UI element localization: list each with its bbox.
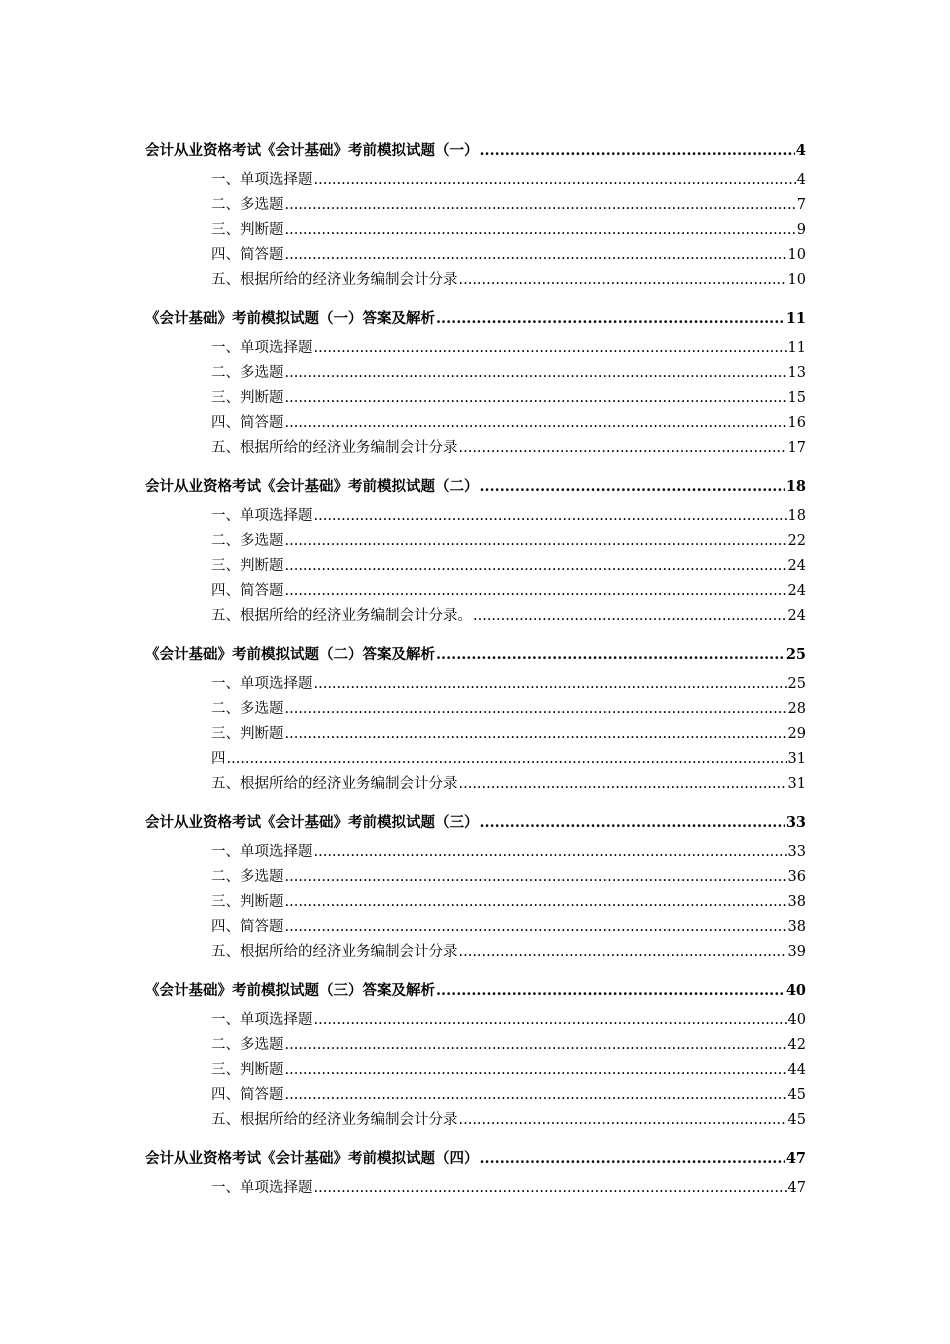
toc-subentry[interactable] — [211, 579, 806, 604]
dot-leader — [314, 1013, 787, 1028]
toc-entry-title: 一、单项选择题 — [211, 844, 313, 860]
toc-page-number: 38 — [787, 894, 806, 910]
toc-entry-title: 四、简答题 — [211, 415, 284, 431]
dot-leader — [285, 223, 796, 238]
toc-subentry[interactable] — [211, 1058, 806, 1083]
toc-page-number: 38 — [787, 919, 806, 935]
dot-leader — [285, 248, 787, 263]
dot-leader — [314, 1181, 787, 1196]
dot-leader — [436, 984, 785, 999]
toc-page-number: 4 — [796, 172, 806, 188]
dot-leader — [314, 173, 796, 188]
dot-leader — [314, 509, 787, 524]
dot-leader — [285, 895, 787, 910]
toc-page-number: 25 — [785, 646, 806, 663]
dot-leader — [480, 816, 785, 831]
toc-entry-title: 五、根据所给的经济业务编制会计分录 — [211, 1112, 458, 1128]
toc-subentry[interactable] — [211, 1033, 806, 1058]
toc-subentry[interactable] — [211, 193, 806, 218]
toc-page-number: 13 — [787, 365, 806, 381]
toc-page-number: 10 — [787, 272, 806, 288]
toc-entry-title: 一、单项选择题 — [211, 1180, 313, 1196]
dot-leader — [459, 441, 787, 456]
dot-leader — [480, 480, 785, 495]
toc-entry-title: 二、多选题 — [211, 197, 284, 213]
toc-heading-entry[interactable] — [145, 642, 806, 667]
toc-page-number: 11 — [787, 340, 806, 356]
dot-leader — [459, 945, 787, 960]
toc-subentry[interactable] — [211, 386, 806, 411]
toc-page-number: 36 — [787, 869, 806, 885]
toc-entry-title: 《会计基础》考前模拟试题（二）答案及解析 — [145, 646, 435, 663]
toc-heading-entry[interactable] — [145, 138, 806, 163]
dot-leader — [314, 845, 787, 860]
toc-entry-title: 五、根据所给的经济业务编制会计分录 — [211, 272, 458, 288]
toc-subentry[interactable] — [211, 940, 806, 965]
toc-page-number: 33 — [787, 844, 806, 860]
toc-entry-title: 三、判断题 — [211, 726, 284, 742]
toc-entry-title: 三、判断题 — [211, 1062, 284, 1078]
toc-page-number: 45 — [787, 1112, 806, 1128]
toc-subentry[interactable] — [211, 604, 806, 629]
toc-heading-entry[interactable] — [145, 1146, 806, 1171]
toc-subentry[interactable] — [211, 436, 806, 461]
toc-subentry[interactable] — [211, 268, 806, 293]
toc-subentry[interactable] — [211, 411, 806, 436]
toc-entry-title: 一、单项选择题 — [211, 340, 313, 356]
toc-entry-title: 三、判断题 — [211, 558, 284, 574]
toc-subentry[interactable] — [211, 554, 806, 579]
toc-page-number: 29 — [787, 726, 806, 742]
toc-subentry[interactable] — [211, 504, 806, 529]
toc-subentry[interactable] — [211, 1008, 806, 1033]
toc-subentry[interactable] — [211, 218, 806, 243]
toc-subentry[interactable] — [211, 672, 806, 697]
toc-page-number: 7 — [796, 197, 806, 213]
dot-leader — [285, 1088, 787, 1103]
toc-entry-title: 二、多选题 — [211, 365, 284, 381]
toc-entry-title: 四 — [211, 751, 226, 767]
toc-page-number: 31 — [787, 776, 806, 792]
toc-entry-title: 三、判断题 — [211, 222, 284, 238]
dot-leader — [459, 273, 787, 288]
dot-leader — [227, 752, 787, 767]
toc-entry-title: 会计从业资格考试《会计基础》考前模拟试题（二） — [145, 478, 479, 495]
dot-leader — [285, 870, 787, 885]
dot-leader — [285, 416, 787, 431]
toc-subentry[interactable] — [211, 1108, 806, 1133]
toc-heading-entry[interactable] — [145, 810, 806, 835]
toc-page-number: 24 — [787, 583, 806, 599]
toc-page-number: 31 — [787, 751, 806, 767]
toc-page-number: 28 — [787, 701, 806, 717]
dot-leader — [285, 727, 787, 742]
toc-entry-title: 《会计基础》考前模拟试题（一）答案及解析 — [145, 310, 435, 327]
toc-page-number: 17 — [787, 440, 806, 456]
toc-entry-title: 五、根据所给的经济业务编制会计分录 — [211, 944, 458, 960]
toc-entry-title: 四、简答题 — [211, 1087, 284, 1103]
dot-leader — [473, 609, 787, 624]
toc-entry-title: 五、根据所给的经济业务编制会计分录。 — [211, 608, 472, 624]
toc-subentry[interactable] — [211, 529, 806, 554]
dot-leader — [285, 198, 796, 213]
toc-page-number: 9 — [796, 222, 806, 238]
dot-leader — [285, 534, 787, 549]
toc-page-number: 40 — [787, 1012, 806, 1028]
dot-leader — [480, 1152, 785, 1167]
toc-subentry[interactable] — [211, 336, 806, 361]
toc-entry-title: 二、多选题 — [211, 701, 284, 717]
toc-page-number: 18 — [785, 478, 806, 495]
toc-entry-title: 会计从业资格考试《会计基础》考前模拟试题（三） — [145, 814, 479, 831]
toc-page-number: 47 — [787, 1180, 806, 1196]
toc-heading-entry[interactable] — [145, 474, 806, 499]
toc-entry-title: 五、根据所给的经济业务编制会计分录 — [211, 776, 458, 792]
toc-entry-title: 四、简答题 — [211, 583, 284, 599]
toc-page-number: 11 — [785, 310, 806, 327]
toc-subentry[interactable] — [211, 840, 806, 865]
toc-entry-title: 三、判断题 — [211, 390, 284, 406]
dot-leader — [285, 584, 787, 599]
dot-leader — [436, 312, 785, 327]
toc-page-number: 16 — [787, 415, 806, 431]
toc-subentry[interactable] — [211, 747, 806, 772]
toc-entry-title: 四、简答题 — [211, 247, 284, 263]
dot-leader — [285, 559, 787, 574]
toc-page-number: 15 — [787, 390, 806, 406]
toc-heading-entry[interactable] — [145, 306, 806, 331]
toc-subentry[interactable] — [211, 915, 806, 940]
toc-subentry[interactable] — [211, 865, 806, 890]
toc-entry-title: 一、单项选择题 — [211, 676, 313, 692]
toc-subentry[interactable] — [211, 361, 806, 386]
toc-subentry[interactable] — [211, 1176, 806, 1201]
dot-leader — [285, 366, 787, 381]
toc-page-number: 10 — [787, 247, 806, 263]
toc-entry-title: 一、单项选择题 — [211, 508, 313, 524]
toc-subentry[interactable] — [211, 243, 806, 268]
toc-page-number: 24 — [787, 558, 806, 574]
dot-leader — [459, 777, 787, 792]
dot-leader — [285, 920, 787, 935]
dot-leader — [285, 1038, 787, 1053]
toc-entry-title: 《会计基础》考前模拟试题（三）答案及解析 — [145, 982, 435, 999]
toc-entry-title: 会计从业资格考试《会计基础》考前模拟试题（一） — [145, 142, 479, 159]
toc-subentry[interactable] — [211, 772, 806, 797]
table-of-contents — [145, 138, 806, 1201]
dot-leader — [314, 341, 787, 356]
toc-entry-title: 会计从业资格考试《会计基础》考前模拟试题（四） — [145, 1150, 479, 1167]
toc-entry-title: 一、单项选择题 — [211, 1012, 313, 1028]
dot-leader — [459, 1113, 787, 1128]
toc-page-number: 22 — [787, 533, 806, 549]
toc-page-number: 39 — [787, 944, 806, 960]
toc-page-number: 33 — [785, 814, 806, 831]
toc-subentry[interactable] — [211, 168, 806, 193]
toc-entry-title: 二、多选题 — [211, 533, 284, 549]
toc-subentry[interactable] — [211, 890, 806, 915]
toc-entry-title: 四、简答题 — [211, 919, 284, 935]
dot-leader — [285, 1063, 787, 1078]
dot-leader — [285, 702, 787, 717]
toc-page-number: 44 — [787, 1062, 806, 1078]
dot-leader — [314, 677, 787, 692]
toc-subentry[interactable] — [211, 1083, 806, 1108]
toc-page-number: 47 — [785, 1150, 806, 1167]
toc-entry-title: 三、判断题 — [211, 894, 284, 910]
toc-page-number: 40 — [785, 982, 806, 999]
toc-entry-title: 一、单项选择题 — [211, 172, 313, 188]
toc-page-number: 18 — [787, 508, 806, 524]
toc-subentry[interactable] — [211, 722, 806, 747]
toc-heading-entry[interactable] — [145, 978, 806, 1003]
toc-page-number: 25 — [787, 676, 806, 692]
toc-page-number: 45 — [787, 1087, 806, 1103]
toc-subentry[interactable] — [211, 697, 806, 722]
toc-page-number: 42 — [787, 1037, 806, 1053]
toc-entry-title: 二、多选题 — [211, 869, 284, 885]
toc-page-number: 4 — [795, 142, 806, 159]
dot-leader — [436, 648, 785, 663]
toc-page-number: 24 — [787, 608, 806, 624]
toc-entry-title: 二、多选题 — [211, 1037, 284, 1053]
dot-leader — [480, 144, 795, 159]
toc-entry-title: 五、根据所给的经济业务编制会计分录 — [211, 440, 458, 456]
dot-leader — [285, 391, 787, 406]
